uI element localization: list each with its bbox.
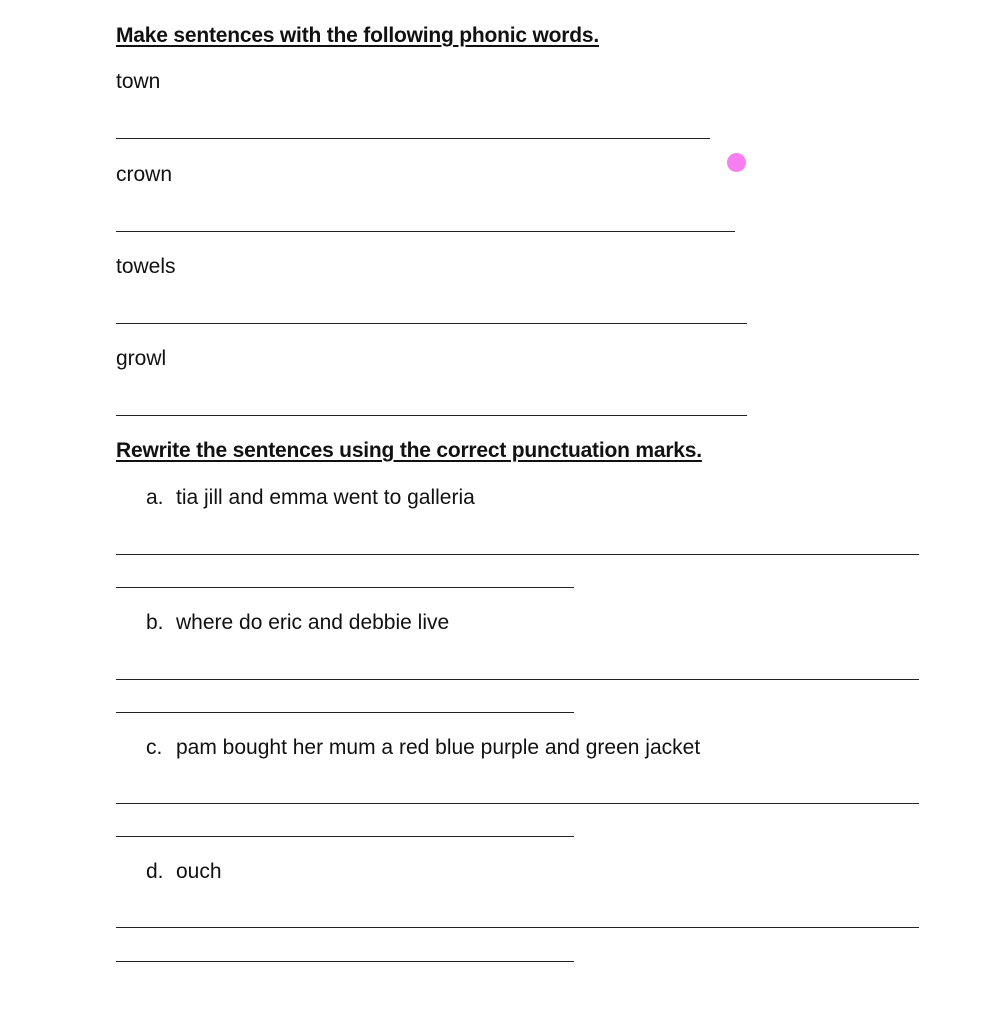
item-marker: c. [146, 736, 163, 759]
annotation-dot [727, 153, 746, 172]
answer-line-growl[interactable] [116, 415, 747, 416]
answer-line-b-1[interactable] [116, 679, 919, 680]
sentence-item-c [146, 736, 700, 760]
answer-line-d-2[interactable] [116, 961, 574, 962]
phonic-word-growl: growl [116, 347, 167, 370]
phonic-word-towels: towels [116, 255, 176, 278]
sentence-item-a [146, 486, 475, 510]
answer-line-town[interactable] [116, 138, 710, 139]
item-text: tia jill and emma went to galleria [176, 486, 475, 509]
phonic-word-town: town [116, 70, 161, 93]
answer-line-b-2[interactable] [116, 712, 574, 713]
answer-line-c-2[interactable] [116, 836, 574, 837]
section2-heading: Rewrite the sentences using the correct punctuation marks. [116, 439, 702, 462]
phonic-word-crown: crown [116, 163, 173, 186]
sentence-item-b [146, 611, 449, 635]
item-marker: d. [146, 860, 164, 883]
answer-line-c-1[interactable] [116, 803, 919, 804]
item-marker: b. [146, 611, 164, 634]
sentence-item-d [146, 860, 222, 884]
item-marker: a. [146, 486, 164, 509]
answer-line-crown[interactable] [116, 231, 735, 232]
item-text: where do eric and debbie live [176, 611, 450, 634]
item-text: pam bought her mum a red blue purple and green jacket [176, 736, 701, 759]
item-text: ouch [176, 860, 222, 883]
answer-line-a-1[interactable] [116, 554, 919, 555]
answer-line-towels[interactable] [116, 323, 747, 324]
answer-line-d-1[interactable] [116, 927, 919, 928]
answer-line-a-2[interactable] [116, 587, 574, 588]
section1-heading: Make sentences with the following phonic words. [116, 24, 599, 47]
